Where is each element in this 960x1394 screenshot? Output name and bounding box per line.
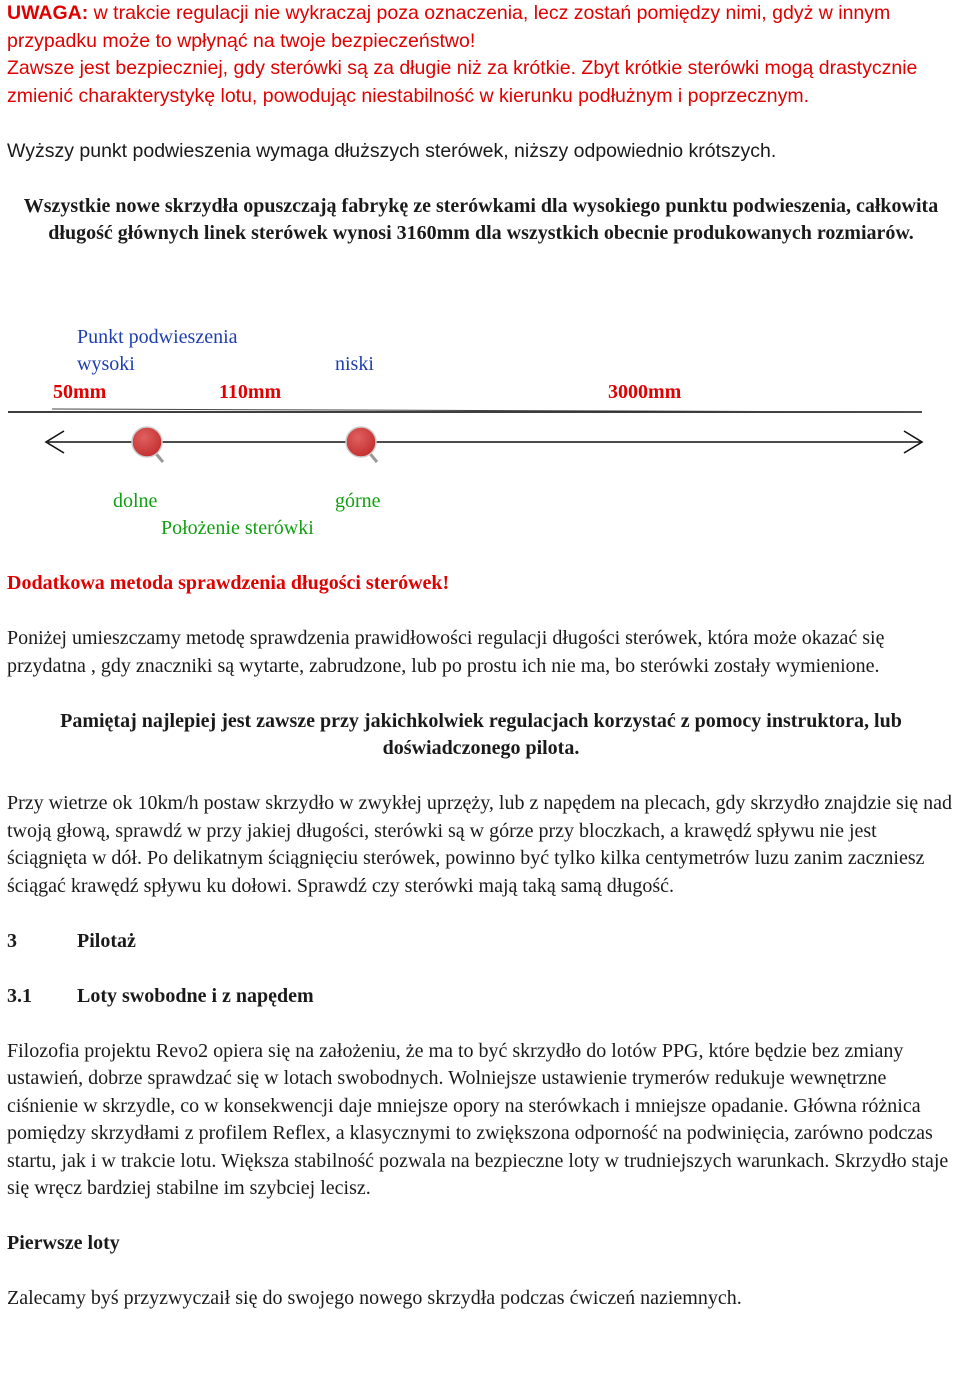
- wind-paragraph: Przy wietrze ok 10km/h postaw skrzydło w zwykłej uprzęży, lub z napędem na plecach, gdy skrzydło znajdzie się nad twoją głową, sprawdź w przy jakiej długości, sterówki są w górze przy bloczkach, a krawędź spływu nie jest ściągnięta w dół. Po delikatnym ściągnięciu sterówek, powinno być tylko kilka centymetrów luzu zanim zaczniesz ściągać krawędź spływu ku dołowi. Sprawdź czy sterówki mają taką samą długość.: [7, 792, 953, 897]
- warning-label: UWAGA:: [7, 2, 89, 24]
- first-flights-title: Pierwsze loty: [7, 1232, 120, 1254]
- first-flights-paragraph: Zalecamy byś przyzwyczaił się do swojego nowego skrzydła podczas ćwiczeń naziemnych.: [7, 1287, 742, 1309]
- section-3-1-title: Loty swobodne i z napędem: [77, 984, 314, 1007]
- marker-upper: [346, 427, 376, 457]
- remember-paragraph: Pamiętaj najlepiej jest zawsze przy jakichkolwiek regulacjach korzystać z pomocy instruktora, lub doświadczonego pilota.: [60, 709, 902, 759]
- safety-paragraph: Zawsze jest bezpieczniej, gdy sterówki są za długie niż za krótkie. Zbyt krótkie sterówki mogą drastycznie zmienić charakterystykę lotu, powodując niestabilność w kierunku podłużnym i poprzecznym.: [7, 57, 918, 107]
- factory-paragraph: Wszystkie nowe skrzydła opuszczają fabrykę ze sterówkami dla wysokiego punktu podwieszenia, całkowita długość głównych linek sterówek wynosi 3160mm dla wszystkich obecnie produkowanych rozmiarów.: [23, 194, 939, 244]
- length-3000mm: 3000mm: [608, 381, 682, 403]
- philosophy-paragraph: Filozofia projektu Revo2 opiera się na założeniu, że ma to być skrzydło do lotów PPG, które będzie bez zmiany ustawień, dobrze sprawdzać się w lotach swobodnych. Wolniejsze ustawienie trymerów redukuje wewnętrzne ciśnienie w skrzydle, co w konsekwencji daje mniejsze opory na sterówkach i mniejsze opadanie. Główna różnica pomiędzy skrzydłami z profilem Reflex, a klasycznymi to zwiększona odporność na podwinięcia, zarówno podczas startu, jak i w trakcie lotu. Większa stabilność pozwala na bezpieczne loty w trudniejszych warunkach. Skrzydło staje się wręcz bardziej stabilne im szybciej lecisz.: [7, 1039, 949, 1199]
- marker-lower: [132, 427, 162, 457]
- section-3-title: Pilotaż: [77, 929, 136, 952]
- hang-point-title: Punkt podwieszenia: [77, 326, 238, 348]
- method-paragraph: Poniżej umieszczamy metodę sprawdzenia prawidłowości regulacji długości sterówek, która może okazać się przydatna , gdy znaczniki są wytarte, zabrudzone, lub po prostu ich nie ma, bo sterówki zostały wymienione.: [7, 627, 885, 677]
- section-3-number: 3: [7, 929, 17, 952]
- warning-paragraph: [7, 0, 955, 55]
- length-110mm: 110mm: [219, 381, 282, 403]
- hang-point-low: niski: [335, 353, 374, 375]
- toggle-diagram: [0, 322, 960, 552]
- length-50mm: 50mm: [53, 381, 107, 403]
- document-lower: [7, 570, 955, 1313]
- diagram-drawing: [0, 402, 960, 552]
- section-3-1-number: 3.1: [7, 984, 32, 1007]
- hang-point-high: wysoki: [77, 353, 135, 375]
- section-3-heading: [7, 928, 955, 956]
- toggle-position-label: Położenie sterówki: [161, 517, 314, 539]
- hang-point-paragraph: Wyższy punkt podwieszenia wymaga dłuższych sterówek, niższy odpowiednio krótszych.: [7, 139, 777, 162]
- document: [7, 0, 955, 248]
- toggle-upper-label: górne: [335, 490, 381, 512]
- warning-text: w trakcie regulacji nie wykraczaj poza oznaczenia, lecz zostań pomiędzy nimi, gdyż w innym przypadku może to wpłynąć na twoje bezpieczeństwo!: [7, 2, 891, 52]
- section-3-1-heading: [7, 983, 955, 1011]
- extra-method-title: Dodatkowa metoda sprawdzenia długości sterówek!: [7, 572, 450, 594]
- toggle-lower-label: dolne: [113, 490, 158, 512]
